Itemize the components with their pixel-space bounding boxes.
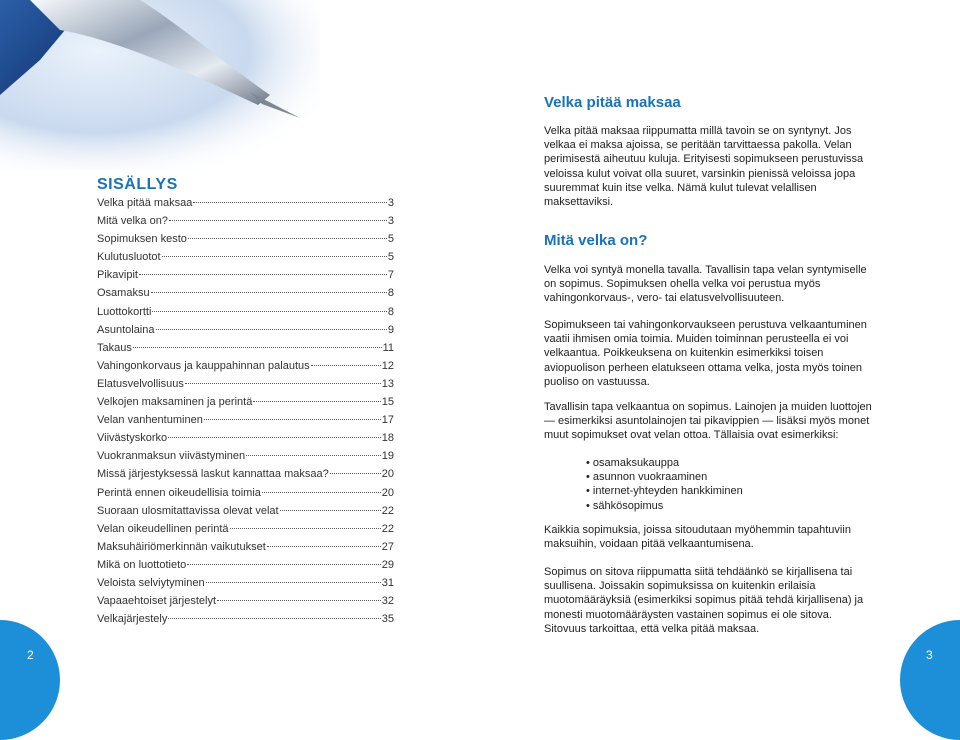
toc-entry: [97, 505, 394, 523]
toc-entry-page: 8: [387, 287, 394, 300]
toc-entry: [97, 360, 394, 378]
toc-entry: [97, 468, 394, 486]
toc-entry: [97, 487, 394, 505]
toc-leader-dots: [267, 546, 381, 547]
toc-leader-dots: [187, 564, 380, 565]
toc-entry-label: Sopimuksen kesto: [97, 233, 187, 246]
toc-entry-label: Vahingonkorvaus ja kauppahinnan palautus: [97, 359, 310, 372]
toc-entry-page: 5: [387, 251, 394, 264]
toc-entry: [97, 414, 394, 432]
page-number-right: 3: [926, 648, 933, 662]
paragraph-6: Sopimus on sitova riippumatta siitä tehdäänkö se kirjallisena tai suullisena. Joissakin sopimuksissa on kuitenkin erilaisia muotomääräyksiä (esimerkiksi sopimus pitää tehdä kirjallisena) ja monesti muotomääräysten vastainen sopimus ei ole sitova. Sitovuus tarkoittaa, että velka pitää maksaa.: [544, 566, 864, 635]
toc-entry-page: 35: [381, 613, 394, 626]
table-of-contents: [97, 197, 394, 631]
toc-entry: [97, 595, 394, 613]
toc-leader-dots: [246, 455, 381, 456]
toc-entry-label: Velkajärjestely: [97, 613, 168, 626]
toc-entry-page: 27: [381, 540, 394, 553]
toc-entry-label: Velan vanhentuminen: [97, 414, 203, 427]
toc-entry-label: Velkojen maksaminen ja perintä: [97, 396, 253, 409]
toc-leader-dots: [152, 311, 386, 312]
toc-entry: [97, 523, 394, 541]
toc-entry-page: 22: [381, 504, 394, 517]
toc-entry-page: 32: [381, 595, 394, 608]
toc-entry: [97, 378, 394, 396]
list-item: • sähkösopimus: [586, 499, 743, 513]
toc-entry: [97, 577, 394, 595]
paragraph-4: Tavallisin tapa velkaantua on sopimus. Lainojen ja muiden luottojen — esimerkiksi asuntolainojen tai pikavippien — lisäksi myös monet muut sopimukset ovat velan ottoa. Tällaisia ovat esimerkiksi:: [544, 401, 872, 442]
toc-leader-dots: [168, 437, 381, 438]
toc-entry: [97, 559, 394, 577]
section-heading-mita-velka-on: Mitä velka on?: [544, 232, 648, 249]
toc-entry: [97, 541, 394, 559]
toc-entry-page: 15: [381, 396, 394, 409]
toc-entry-page: 17: [381, 414, 394, 427]
toc-entry-page: 9: [387, 323, 394, 336]
paragraph-3: Sopimukseen tai vahingonkorvaukseen perustuva velkaantuminen vaatii ihmisen omia toimia. Muiden toiminnan perusteella ei voi velkaantua. Poikkeuksena on kuitenkin esimerkiksi toisen aviopuolison perheen elatukseen ottama velka, josta myös toinen puoliso on vastuussa.: [544, 319, 867, 388]
list-item: • internet-yhteyden hankkiminen: [586, 484, 743, 498]
toc-entry-label: Mitä velka on?: [97, 215, 168, 228]
example-list: [586, 456, 743, 513]
toc-entry-label: Viivästyskorko: [97, 432, 168, 445]
toc-entry-label: Velka pitää maksaa: [97, 197, 193, 209]
toc-entry-label: Pikavipit: [97, 269, 138, 282]
toc-entry: [97, 342, 394, 360]
toc-leader-dots: [204, 419, 381, 420]
toc-entry: [97, 269, 394, 287]
page-corner-right: [900, 620, 960, 740]
toc-entry-label: Mikä on luottotieto: [97, 558, 187, 571]
toc-entry-label: Kulutusluotot: [97, 251, 161, 264]
toc-entry-page: 20: [381, 486, 394, 499]
toc-entry-page: 8: [387, 305, 394, 318]
section-heading-velka-pitaa-maksaa: Velka pitää maksaa: [544, 94, 681, 111]
toc-entry-label: Vuokranmaksun viivästyminen: [97, 450, 246, 463]
toc-title: SISÄLLYS: [97, 176, 178, 193]
toc-leader-dots: [188, 238, 387, 239]
toc-leader-dots: [311, 365, 381, 366]
list-item: • osamaksukauppa: [586, 456, 743, 470]
toc-entry-page: 3: [387, 197, 394, 209]
toc-entry-page: 31: [381, 576, 394, 589]
toc-entry-label: Velan oikeudellinen perintä: [97, 522, 229, 535]
toc-entry: [97, 450, 394, 468]
toc-leader-dots: [230, 528, 381, 529]
toc-entry-page: 19: [381, 450, 394, 463]
toc-leader-dots: [280, 510, 381, 511]
toc-leader-dots: [169, 220, 387, 221]
toc-leader-dots: [206, 582, 381, 583]
toc-entry: [97, 251, 394, 269]
toc-leader-dots: [162, 256, 387, 257]
toc-entry: [97, 324, 394, 342]
toc-entry: [97, 287, 394, 305]
toc-leader-dots: [133, 347, 382, 348]
toc-leader-dots: [217, 600, 381, 601]
page-number-left: 2: [27, 648, 34, 662]
toc-entry-label: Veloista selviytyminen: [97, 576, 205, 589]
toc-entry: [97, 432, 394, 450]
paragraph-1: Velka pitää maksaa riippumatta millä tavoin se on syntynyt. Jos velkaa ei maksa ajoissa, se peritään tarvittaessa pakolla. Velan perimisestä aiheutuu kuluja. Erityisesti sopimukseen perustuvissa veloissa kulut voivat olla suuret, varsinkin pienissä veloissa jopa suuremmat kuin itse velka. Nämä kulut tulevat velallisen maksettaviksi.: [544, 125, 864, 209]
toc-entry-label: Elatusvelvollisuus: [97, 377, 184, 390]
toc-entry: [97, 197, 394, 215]
page-corner-left: [0, 620, 60, 740]
toc-entry-page: 22: [381, 522, 394, 535]
toc-leader-dots: [151, 292, 387, 293]
toc-entry-label: Missä järjestyksessä laskut kannattaa maksaa?: [97, 468, 329, 481]
toc-leader-dots: [193, 202, 386, 203]
toc-entry-label: Luottokortti: [97, 305, 152, 318]
paragraph-5: Kaikkia sopimuksia, joissa sitoudutaan myöhemmin tapahtuviin maksuihin, voidaan pitää velkaantumisena.: [544, 524, 851, 551]
toc-entry-page: 7: [387, 269, 394, 282]
toc-entry-page: 3: [387, 215, 394, 228]
toc-entry-page: 11: [382, 341, 394, 354]
toc-entry-page: 18: [381, 432, 394, 445]
toc-entry: [97, 215, 394, 233]
toc-entry-label: Maksuhäiriömerkinnän vaikutukset: [97, 540, 266, 553]
toc-leader-dots: [262, 492, 381, 493]
toc-leader-dots: [330, 473, 381, 474]
toc-leader-dots: [253, 401, 380, 402]
toc-entry-label: Osamaksu: [97, 287, 150, 300]
toc-entry-label: Vapaaehtoiset järjestelyt: [97, 595, 217, 608]
toc-leader-dots: [139, 274, 387, 275]
toc-entry: [97, 306, 394, 324]
toc-leader-dots: [168, 618, 380, 619]
toc-entry: [97, 613, 394, 631]
toc-entry: [97, 233, 394, 251]
toc-entry-page: 29: [381, 558, 394, 571]
paragraph-2: Velka voi syntyä monella tavalla. Tavallisin tapa velan syntymiselle on sopimus. Sopimuksen ohella velka voi perustua myös vahingonkorvaus-, vero- tai elatusvelvollisuuteen.: [544, 264, 867, 305]
toc-entry-page: 20: [381, 468, 394, 481]
pen-photo-icon: [0, 0, 320, 170]
toc-entry-page: 5: [387, 233, 394, 246]
toc-entry-label: Asuntolaina: [97, 323, 155, 336]
toc-entry-label: Takaus: [97, 341, 132, 354]
toc-entry-label: Perintä ennen oikeudellisia toimia: [97, 486, 261, 499]
list-item: • asunnon vuokraaminen: [586, 470, 743, 484]
toc-entry: [97, 396, 394, 414]
toc-entry-page: 13: [381, 377, 394, 390]
toc-leader-dots: [185, 383, 381, 384]
toc-leader-dots: [156, 329, 387, 330]
toc-entry-label: Suoraan ulosmitattavissa olevat velat: [97, 504, 279, 517]
toc-entry-page: 12: [381, 359, 394, 372]
